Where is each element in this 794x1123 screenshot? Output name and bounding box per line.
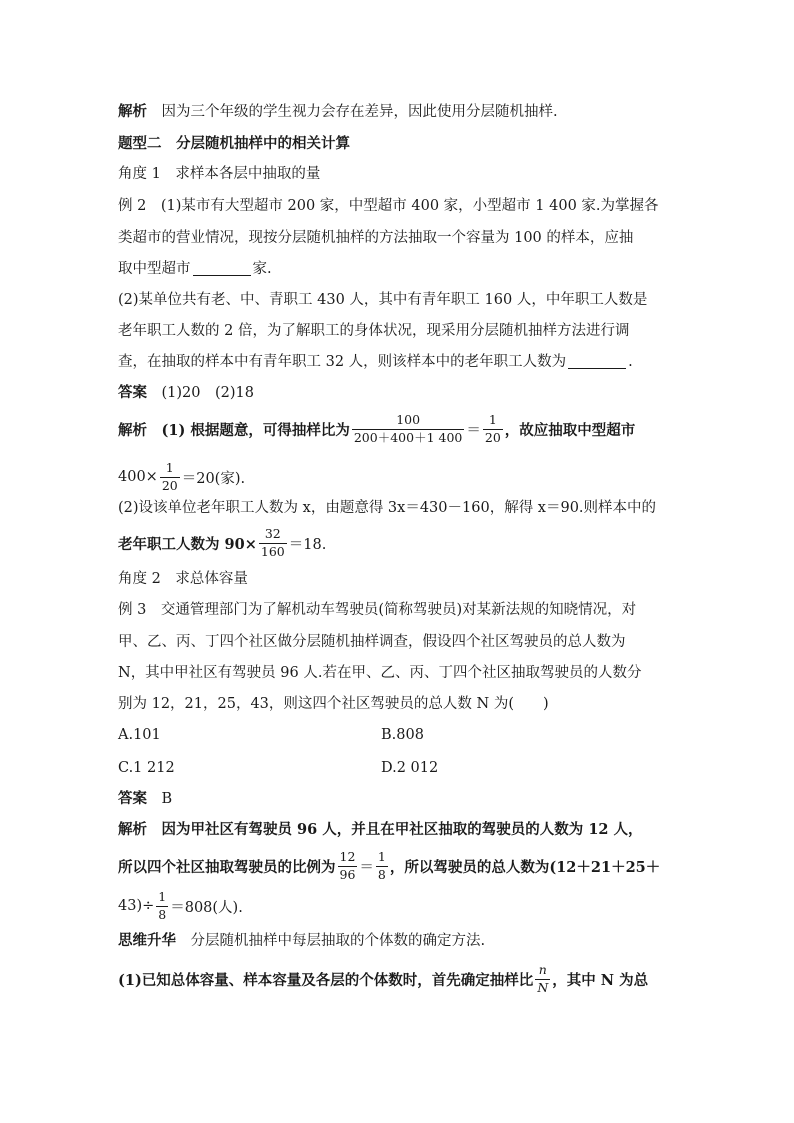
example-label: 例 3: [118, 602, 147, 618]
solution-text: ，所以驾驶员的总人数为(12＋21＋25＋: [389, 858, 661, 876]
answer-text: B: [161, 791, 173, 807]
angle-title: 求总体容量: [175, 571, 248, 587]
example-text: 查，在抽取的样本中有青年职工 32 人，则该样本中的老年职工人数为: [118, 354, 567, 370]
example-3-line-4: 别为 12，21，25，43，则这四个社区驾驶员的总人数 N 为( ): [118, 696, 549, 712]
solution-label: 解析: [118, 821, 147, 838]
fraction: $\frac{32}{160}$: [260, 526, 285, 559]
example-label: 例 2: [118, 198, 147, 214]
example-text: 交通管理部门为了解机动车驾驶员(简称驾驶员)对某新法规的知晓情况，对: [160, 602, 637, 618]
solution-line-1: [118, 99, 678, 125]
solution-3-line-3: [118, 885, 678, 927]
solution-text: 因为三个年级的学生视力会存在差异，因此使用分层随机抽样.: [161, 104, 558, 120]
fraction: $\frac{1}{8}$: [158, 889, 167, 922]
option-d: D.2 012: [381, 760, 439, 776]
example-3-line-2: 甲、乙、丙、丁四个社区做分层随机抽样调查，假设四个社区驾驶员的总人数为: [118, 634, 626, 650]
solution-label: 解析: [118, 421, 147, 439]
solution-2-line-2: [118, 456, 678, 498]
answer-text: (1)20 (2)18: [161, 385, 254, 401]
example-text: .: [628, 354, 633, 370]
solution-text: (1) 根据题意，可得抽样比为: [161, 421, 350, 439]
angle-label: 角度 2: [118, 571, 161, 587]
angle-heading-2: [118, 566, 678, 592]
solution-text: ＝20(家).: [181, 470, 246, 487]
solution-text: ＝808(人).: [170, 899, 243, 916]
example-2-line-1: [118, 193, 678, 219]
solution-text: ＝18.: [288, 536, 327, 553]
equals-sign: ＝: [466, 422, 481, 439]
summary-text: (1)已知总体容量、样本容量及各层的个体数时，首先确定抽样比: [118, 971, 534, 989]
answer-label: 答案: [118, 790, 147, 807]
summary-line-2: [118, 958, 678, 1000]
example-text: 家.: [252, 261, 272, 277]
solution-text: 因为甲社区有驾驶员 96 人，并且在甲社区抽取的驾驶员的人数为 12 人，: [161, 821, 643, 838]
option-b: B.808: [381, 727, 424, 743]
answer-line-3: [118, 786, 678, 812]
angle-heading-1: [118, 161, 678, 187]
summary-heading: [118, 928, 678, 954]
answer-blank: [568, 352, 626, 369]
example-3-line-3: N，其中甲社区有驾驶员 96 人.若在甲、乙、丙、丁四个社区抽取驾驶员的人数分: [118, 665, 642, 681]
answer-blank: [193, 259, 251, 276]
equals-sign: ＝: [359, 859, 374, 876]
fraction: $\frac{1}{20}$: [161, 460, 178, 493]
example-text: 取中型超市: [118, 261, 191, 277]
fraction: $\frac{1}{8}$: [377, 849, 386, 882]
angle-title: 求样本各层中抽取的量: [175, 166, 321, 182]
solution-2-line-1: [118, 408, 678, 450]
example-3-line-1: [118, 597, 678, 623]
summary-title: 分层随机抽样中每层抽取的个体数的确定方法.: [190, 933, 486, 949]
solution-3-line-2: [118, 845, 678, 887]
example-text: (1)某市有大型超市 200 家，中型超市 400 家，小型超市 1 400 家.为掌握各: [160, 198, 659, 214]
fraction: $\frac{1}{20}$: [484, 412, 501, 445]
example-2-line-4: (2)某单位共有老、中、青职工 430 人，其中有青年职工 160 人，中年职工人数是: [118, 292, 648, 308]
option-a: A.101: [118, 727, 161, 743]
example-2-line-5: 老年职工人数的 2 倍，为了解职工的身体状况，现采用分层随机抽样方法进行调: [118, 323, 630, 339]
solution-2-line-3: (2)设该单位老年职工人数为 x，由题意得 3x＝430－160，解得 x＝90.则样本中的: [118, 500, 657, 516]
angle-label: 角度 1: [118, 166, 161, 182]
section-title: 分层随机抽样中的相关计算: [176, 135, 350, 152]
answer-label: 答案: [118, 384, 147, 401]
fraction: $\frac{100}{200+400+1 400}$: [353, 412, 463, 445]
example-2-line-2: 类超市的营业情况，现按分层随机抽样的方法抽取一个容量为 100 的样本，应抽: [118, 230, 634, 246]
solution-text: 老年职工人数为 90×: [118, 535, 257, 553]
summary-label: 思维升华: [118, 932, 176, 949]
solution-text: 43)÷: [118, 898, 155, 914]
option-c: C.1 212: [118, 760, 175, 776]
fraction: $\frac{n}{N}$: [537, 962, 549, 995]
section-heading: [118, 131, 678, 157]
solution-text: 所以四个社区抽取驾驶员的比例为: [118, 858, 336, 876]
solution-text: 400×: [118, 469, 158, 485]
answer-line-2: [118, 380, 678, 406]
example-2-line-6: [118, 349, 678, 375]
solution-2-line-4: [118, 522, 678, 564]
solution-label: 解析: [118, 103, 147, 120]
section-label: 题型二: [118, 135, 162, 152]
solution-3-line-1: [118, 817, 678, 843]
example-2-line-3: [118, 256, 678, 282]
summary-text: ，其中 N 为总: [552, 971, 649, 989]
fraction: $\frac{12}{96}$: [339, 849, 356, 882]
solution-text: ，故应抽取中型超市: [504, 421, 636, 439]
